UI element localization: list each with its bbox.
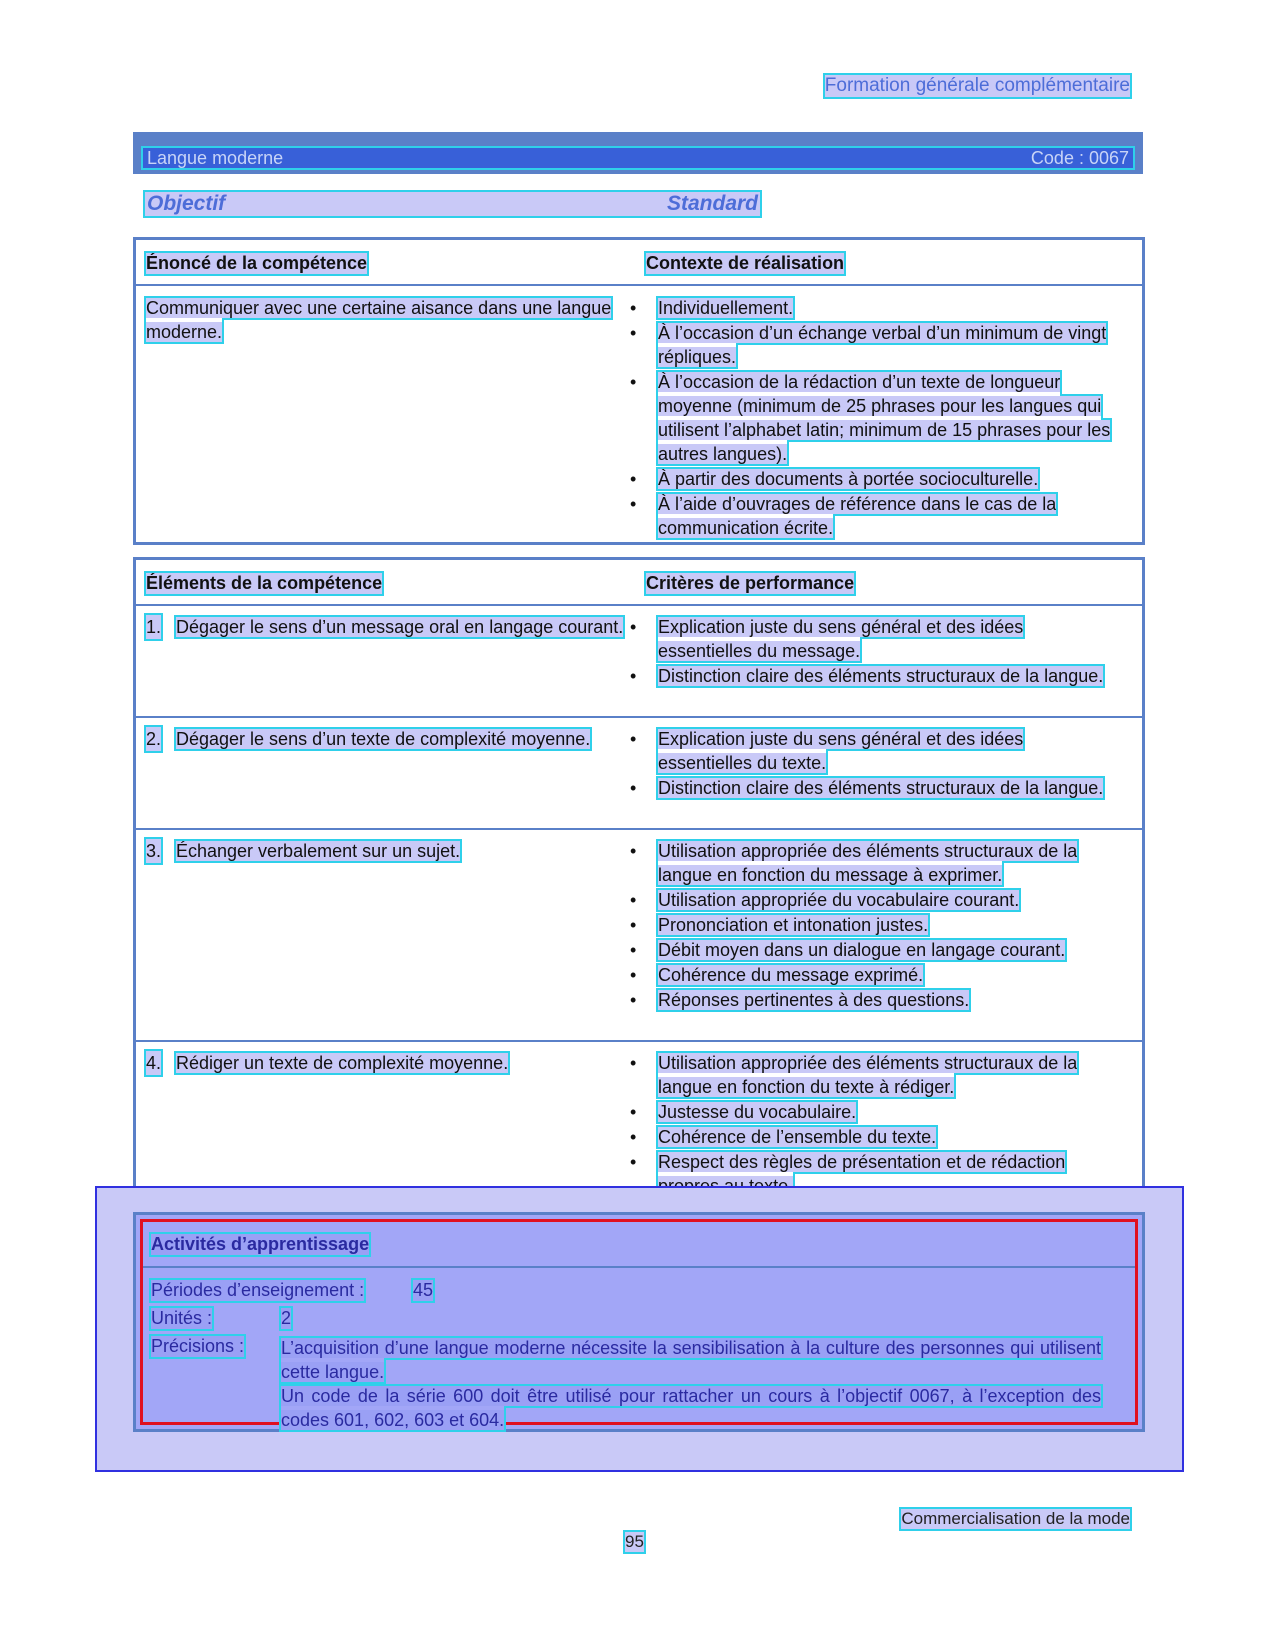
list-item: • Prononciation et intonation justes. bbox=[626, 913, 1116, 937]
list-item: • À l’occasion d’un échange verbal d’un minimum de vingt répliques. bbox=[626, 321, 1116, 369]
list-item: • Explication juste du sens général et des idées essentielles du texte. bbox=[626, 727, 1116, 775]
footer-program: Commercialisation de la mode bbox=[901, 1509, 1130, 1528]
units-value: 2 bbox=[281, 1308, 292, 1328]
elements-table bbox=[133, 557, 1145, 1200]
context-list bbox=[626, 296, 1116, 540]
activities-title: Activités d’apprentissage bbox=[151, 1234, 370, 1254]
course-code: Code : 0067 bbox=[1030, 147, 1129, 168]
activities-selection bbox=[140, 1219, 1138, 1430]
context-header: Contexte de réalisation bbox=[646, 253, 845, 273]
periods-value: 45 bbox=[413, 1280, 434, 1300]
element-3: 3. Échanger verbalement sur un sujet. bbox=[146, 841, 461, 861]
list-item: • Cohérence de l’ensemble du texte. bbox=[626, 1125, 1116, 1149]
activities-box bbox=[133, 1212, 1145, 1432]
list-item: • Individuellement. bbox=[626, 296, 1116, 320]
list-item: • Réponses pertinentes à des questions. bbox=[626, 988, 1116, 1012]
list-item: • Utilisation appropriée des éléments structuraux de la langue en fonction du message à exprimer. bbox=[626, 839, 1116, 887]
list-item: • Distinction claire des éléments structuraux de la langue. bbox=[626, 776, 1116, 800]
table-row bbox=[136, 604, 1142, 716]
list-item: • À l’occasion de la rédaction d’un texte de longueur moyenne (minimum de 25 phrases pour les langues qui utilisent l’alphabet latin; minimum de 15 phrases pour les autres langues). bbox=[626, 370, 1116, 466]
list-item: • Respect des règles de présentation et de rédaction bbox=[626, 1150, 1116, 1198]
element-4: 4. Rédiger un texte de complexité moyenne. bbox=[146, 1053, 509, 1073]
competency-table-body bbox=[136, 284, 1142, 541]
element-2: 2. Dégager le sens d’un texte de complexité moyenne. bbox=[146, 729, 591, 749]
list-item: • Utilisation appropriée des éléments structuraux de la langue en fonction du texte à rédiger. bbox=[626, 1051, 1116, 1099]
list-item: • Distinction claire des éléments structuraux de la langue. bbox=[626, 664, 1116, 688]
table-row bbox=[136, 828, 1142, 1040]
list-item: • Utilisation appropriée du vocabulaire courant. bbox=[626, 888, 1116, 912]
course-name: Langue moderne bbox=[147, 147, 284, 168]
page-number: 95 bbox=[625, 1532, 644, 1551]
list-item: • À partir des documents à portée socioculturelle. bbox=[626, 467, 1116, 491]
standard-heading: Standard bbox=[666, 192, 758, 215]
periods-label: Périodes d’enseignement : bbox=[151, 1280, 365, 1300]
list-item: • À l’aide d’ouvrages de référence dans le cas de la communication écrite. bbox=[626, 492, 1116, 540]
criteria-header: Critères de performance bbox=[646, 573, 855, 593]
units-label: Unités : bbox=[151, 1308, 213, 1328]
running-header: Formation générale complémentaire bbox=[824, 75, 1130, 96]
table-row bbox=[136, 716, 1142, 828]
element-1: 1. Dégager le sens d’un message oral en langage courant. bbox=[146, 617, 624, 637]
competency-table-header bbox=[136, 240, 1142, 284]
list-item: • Justesse du vocabulaire. bbox=[626, 1100, 1116, 1124]
competency-table bbox=[133, 237, 1145, 545]
statement-header: Énoncé de la compétence bbox=[146, 253, 368, 273]
details-label: Précisions : bbox=[151, 1336, 245, 1356]
list-item: • Débit moyen dans un dialogue en langage courant. bbox=[626, 938, 1116, 962]
activities-divider bbox=[143, 1266, 1135, 1268]
list-item: • Cohérence du message exprimé. bbox=[626, 963, 1116, 987]
list-item: • Explication juste du sens général et des idées essentielles du message. bbox=[626, 615, 1116, 663]
competency-statement: Communiquer avec une certaine aisance dans une langue moderne. bbox=[146, 298, 612, 342]
details-text: L’acquisition d’une langue moderne nécessite la sensibilisation à la culture des personnes qui utilisent cette langue. Un code de la série 600 doit être utilisé pour rattacher un cours à l’objectif 0067, à l’exception des codes 601, 602, 603 et 604. bbox=[281, 1338, 1101, 1430]
elements-header: Éléments de la compétence bbox=[146, 573, 383, 593]
table-row bbox=[136, 1040, 1142, 1197]
objective-heading: Objectif bbox=[147, 192, 226, 215]
elements-table-header bbox=[136, 560, 1142, 604]
objective-standard-heading bbox=[145, 192, 760, 216]
course-title-bar bbox=[133, 132, 1143, 174]
